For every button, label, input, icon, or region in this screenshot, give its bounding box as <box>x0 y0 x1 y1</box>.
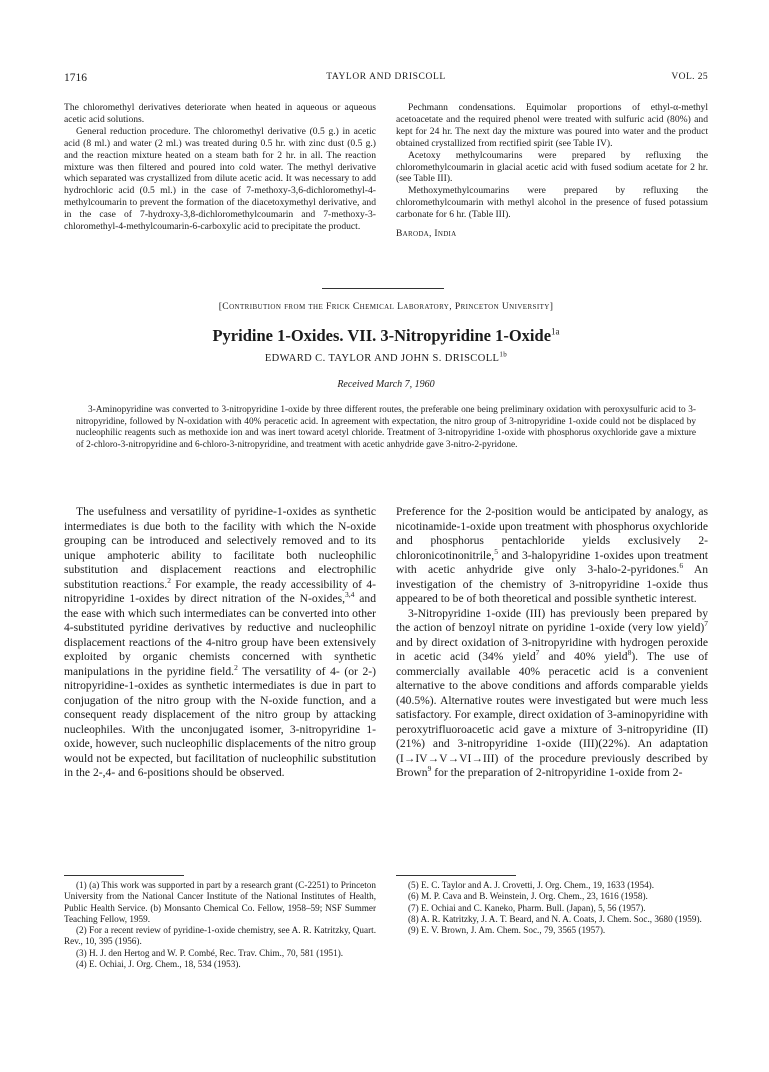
footnote: (5) E. C. Taylor and A. J. Crovetti, J. Org. Chem., 19, 1633 (1954). <box>408 880 655 890</box>
volume-label: VOL. 25 <box>671 72 708 82</box>
footnote: (1) (a) This work was supported in part by a research grant (C-2251) to Princeton University from the National Cancer Institute of the National Institutes of Health, Public Health Service. (b) Monsanto Chemical Co. Fellow, 1958–59; NSF Summer Teaching Fellow, 1959. <box>64 880 376 924</box>
title-text: Pyridine 1-Oxides. VII. 3-Nitropyridine 1-Oxide <box>212 326 552 345</box>
footnotes-left <box>64 880 376 970</box>
paragraph: The chloromethyl derivatives deteriorate when heated in aqueous or aqueous acetic acid solutions. <box>64 102 376 125</box>
previous-article-right-column <box>396 102 708 241</box>
citation-marker: 5 <box>494 546 498 556</box>
text-run: and the ease with which such intermediates can be converted into other 4-substituted pyridine derivatives by reductive and nucleophilic displacement reactions of the 4-nitro group have been extensively exploited by organic chemists concerned with synthetic manipulations in the pyridine field. <box>64 592 376 678</box>
location-text: Baroda, India <box>396 229 457 240</box>
text-run: for the preparation of 2-nitropyridine 1-oxide from 2- <box>431 766 683 779</box>
text-run: For example, the ready accessibility of 4-nitropyridine 1-oxides by direct nitration of the N-oxides, <box>64 577 376 605</box>
footnotes-right <box>396 880 708 936</box>
contribution-line <box>64 301 708 312</box>
footnote: (3) H. J. den Hertog and W. P. Combé, Rec. Trav. Chim., 70, 581 (1951). <box>76 947 344 958</box>
footnote: (9) E. V. Brown, J. Am. Chem. Soc., 79, 3565 (1957). <box>408 925 606 936</box>
page-number: 1716 <box>64 72 87 84</box>
footnote: (7) E. Ochiai and C. Kaneko, Pharm. Bull. (Japan), 5, 56 (1957). <box>408 902 646 913</box>
author-location <box>396 229 708 241</box>
body-left-column <box>64 505 376 781</box>
text-run: and 3-halopyridine 1-oxides upon treatment with acetic anhydride give only 3-halo-2-pyridones. <box>396 548 708 576</box>
text-run: An investigation of the chemistry of 3-nitropyridine 1-oxide thus appeared to be of both theoretical and possible synthetic interest. <box>396 563 708 605</box>
citation-marker: 8 <box>627 648 632 658</box>
previous-article-left-column <box>64 102 376 233</box>
author-line <box>64 350 708 364</box>
text-run: The versatility of 4- (or 2-) nitropyridine-1-oxides as synthetic intermediates is due in part to conjugation of the nitro group with the N-oxide function, and a consequent ready displacement of the nitro group by attacking nucleophiles. With the unconjugated isomer, 3-nitropyridine 1-oxide, however, such nucleophilic displacements of the nitro group would not be expected, but facilitation of nucleophilic substitution in the 2-,4- and 6-positions should be observed. <box>64 664 376 779</box>
citation-marker: 3,4 <box>345 590 355 600</box>
text-run: ). The use of commercially available 40% peracetic acid is a convenient alternative to the above conditions and affords comparable yields (40.5%). Alternative routes were investigated but were much less satisfactory. For example, direct oxidation of 3-aminopyridine with peroxytrifluoroacetic acid gave a mixture of 3-nitropyridine (II) (21%) and 3-nitropyridine 1-oxide (III)(22%). An adaptation (I→IV→V→VI→III) of the procedure previously described by Brown <box>396 650 708 779</box>
body-right-column <box>396 505 708 781</box>
running-header <box>64 72 708 88</box>
body-paragraph <box>396 607 708 781</box>
footnote: (4) E. Ochiai, J. Org. Chem., 18, 534 (1953). <box>76 959 241 970</box>
citation-marker: 6 <box>679 561 684 571</box>
citation-marker: 7 <box>535 648 540 658</box>
footnote: (8) A. R. Katritzky, J. A. T. Beard, and N. A. Coats, J. Chem. Soc., 3680 (1959). <box>408 913 702 924</box>
paragraph: Acetoxy methylcoumarins were prepared by refluxing the chloromethylcoumarin in glacial acetic acid with fused sodium acetate for 2 hr. (see Table III). <box>396 149 708 185</box>
footnote-rule-left <box>64 875 184 876</box>
body-paragraph <box>396 505 708 607</box>
running-title: TAYLOR AND DRISCOLL <box>326 72 446 82</box>
paragraph: General reduction procedure. The chloromethyl derivative (0.5 g.) in acetic acid (8 ml.) and water (2 ml.) was treated during 0.5 hr. with zinc dust (0.5 g.) and the reaction mixture heated on a steam bath for 2 hr. in all. The reaction mixture was then filtered and poured into cold water. The methyl derivative which separated was crystallized from dilute acetic acid. It was necessary to add hydrochloric acid (0.5 ml.) in the case of 7-methoxy-3,6-dichloromethyl-4-methylcoumarin to prevent the formation of the diacetoxymethyl derivative, and in the case of 7-hydroxy-3,8-dichloromethylcoumarin and 7-methoxy-3-chloromethyl-4-methylcoumarin-6-carboxylic acid to precipitate the product. <box>64 125 376 233</box>
received-date: Received March 7, 1960 <box>337 379 435 390</box>
abstract: 3-Aminopyridine was converted to 3-nitropyridine 1-oxide by three different routes, the preferable one being preliminary oxidation with peroxysulfuric acid to 3-nitropyridine, followed by N-oxidation with 40% peracetic acid. In agreement with expectation, the nitro group of 3-nitropyridine 1-oxide could not be displaced by nucleophilic reagents such as methoxide ion and was inert toward acetyl chloride. Treatment of 3-nitropyridine 1-oxide with phosphorus oxychloride gave a mixture of 2-chloro-3-nitropyridine and 6-chloro-3-nitropyridine, and treatment with acetic anhydride gave 3-nitro-2-pyridone. <box>76 405 696 450</box>
footnote-rule-right <box>396 875 516 876</box>
article-title <box>64 326 708 346</box>
text-run: The usefulness and versatility of pyridine-1-oxides as synthetic intermediates is due both to the facility with which the N-oxide grouping can be introduced and selectively removed and to its unique amphoteric ability to facilitate both nucleophilic substitution and displacement reactions and electrophilic substitution reactions. <box>64 505 376 591</box>
text-run: Preference for the 2-position would be anticipated by analogy, as nicotinamide-1-oxide upon treatment with phosphorus oxychloride and phosphorus pentachloride yields exclusively 2-chloronicotinonitrile, <box>396 505 708 562</box>
authors-text: EDWARD C. TAYLOR AND JOHN S. DRISCOLL <box>264 353 500 364</box>
citation-marker: 7 <box>704 619 708 629</box>
title-footnote-marker: 1a <box>551 326 560 337</box>
citation-marker: 2 <box>167 575 171 585</box>
citation-marker: 2 <box>234 662 238 672</box>
paragraph: Pechmann condensations. Equimolar proportions of ethyl-α-methyl acetoacetate and the required phenol were treated with sulfuric acid (80%) and kept for 24 hr. The next day the mixture was poured into water and the product obtained crystallized from rectified spirit (see Table IV). <box>396 102 708 149</box>
paragraph: Methoxymethylcoumarins were prepared by refluxing the chloromethylcoumarin with methyl alcohol in the presence of fused potassium carbonate for 6 hr. (Table III). <box>396 185 708 221</box>
citation-marker: 9 <box>427 764 432 774</box>
contribution-text: [Contribution from the Frick Chemical Laboratory, Princeton University] <box>218 301 554 312</box>
footnote: (6) M. P. Cava and B. Weinstein, J. Org. Chem., 23, 1616 (1958). <box>408 891 648 902</box>
section-divider <box>322 288 444 289</box>
body-paragraph <box>64 505 376 781</box>
text-run: 3-Nitropyridine 1-oxide (III) has previously been prepared by the action of benzoyl nitrate on pyridine 1-oxide (very low yield) <box>396 606 708 634</box>
text-run: and by direct oxidation of 3-nitropyridine with hydrogen peroxide in acetic acid (34% yield <box>396 635 708 663</box>
authors-footnote-marker: 1b <box>499 350 508 359</box>
text-run: and 40% yield <box>539 650 628 663</box>
footnote: (2) For a recent review of pyridine-1-oxide chemistry, see A. R. Katritzky, Quart. Rev., 10, 395 (1956). <box>64 925 376 947</box>
